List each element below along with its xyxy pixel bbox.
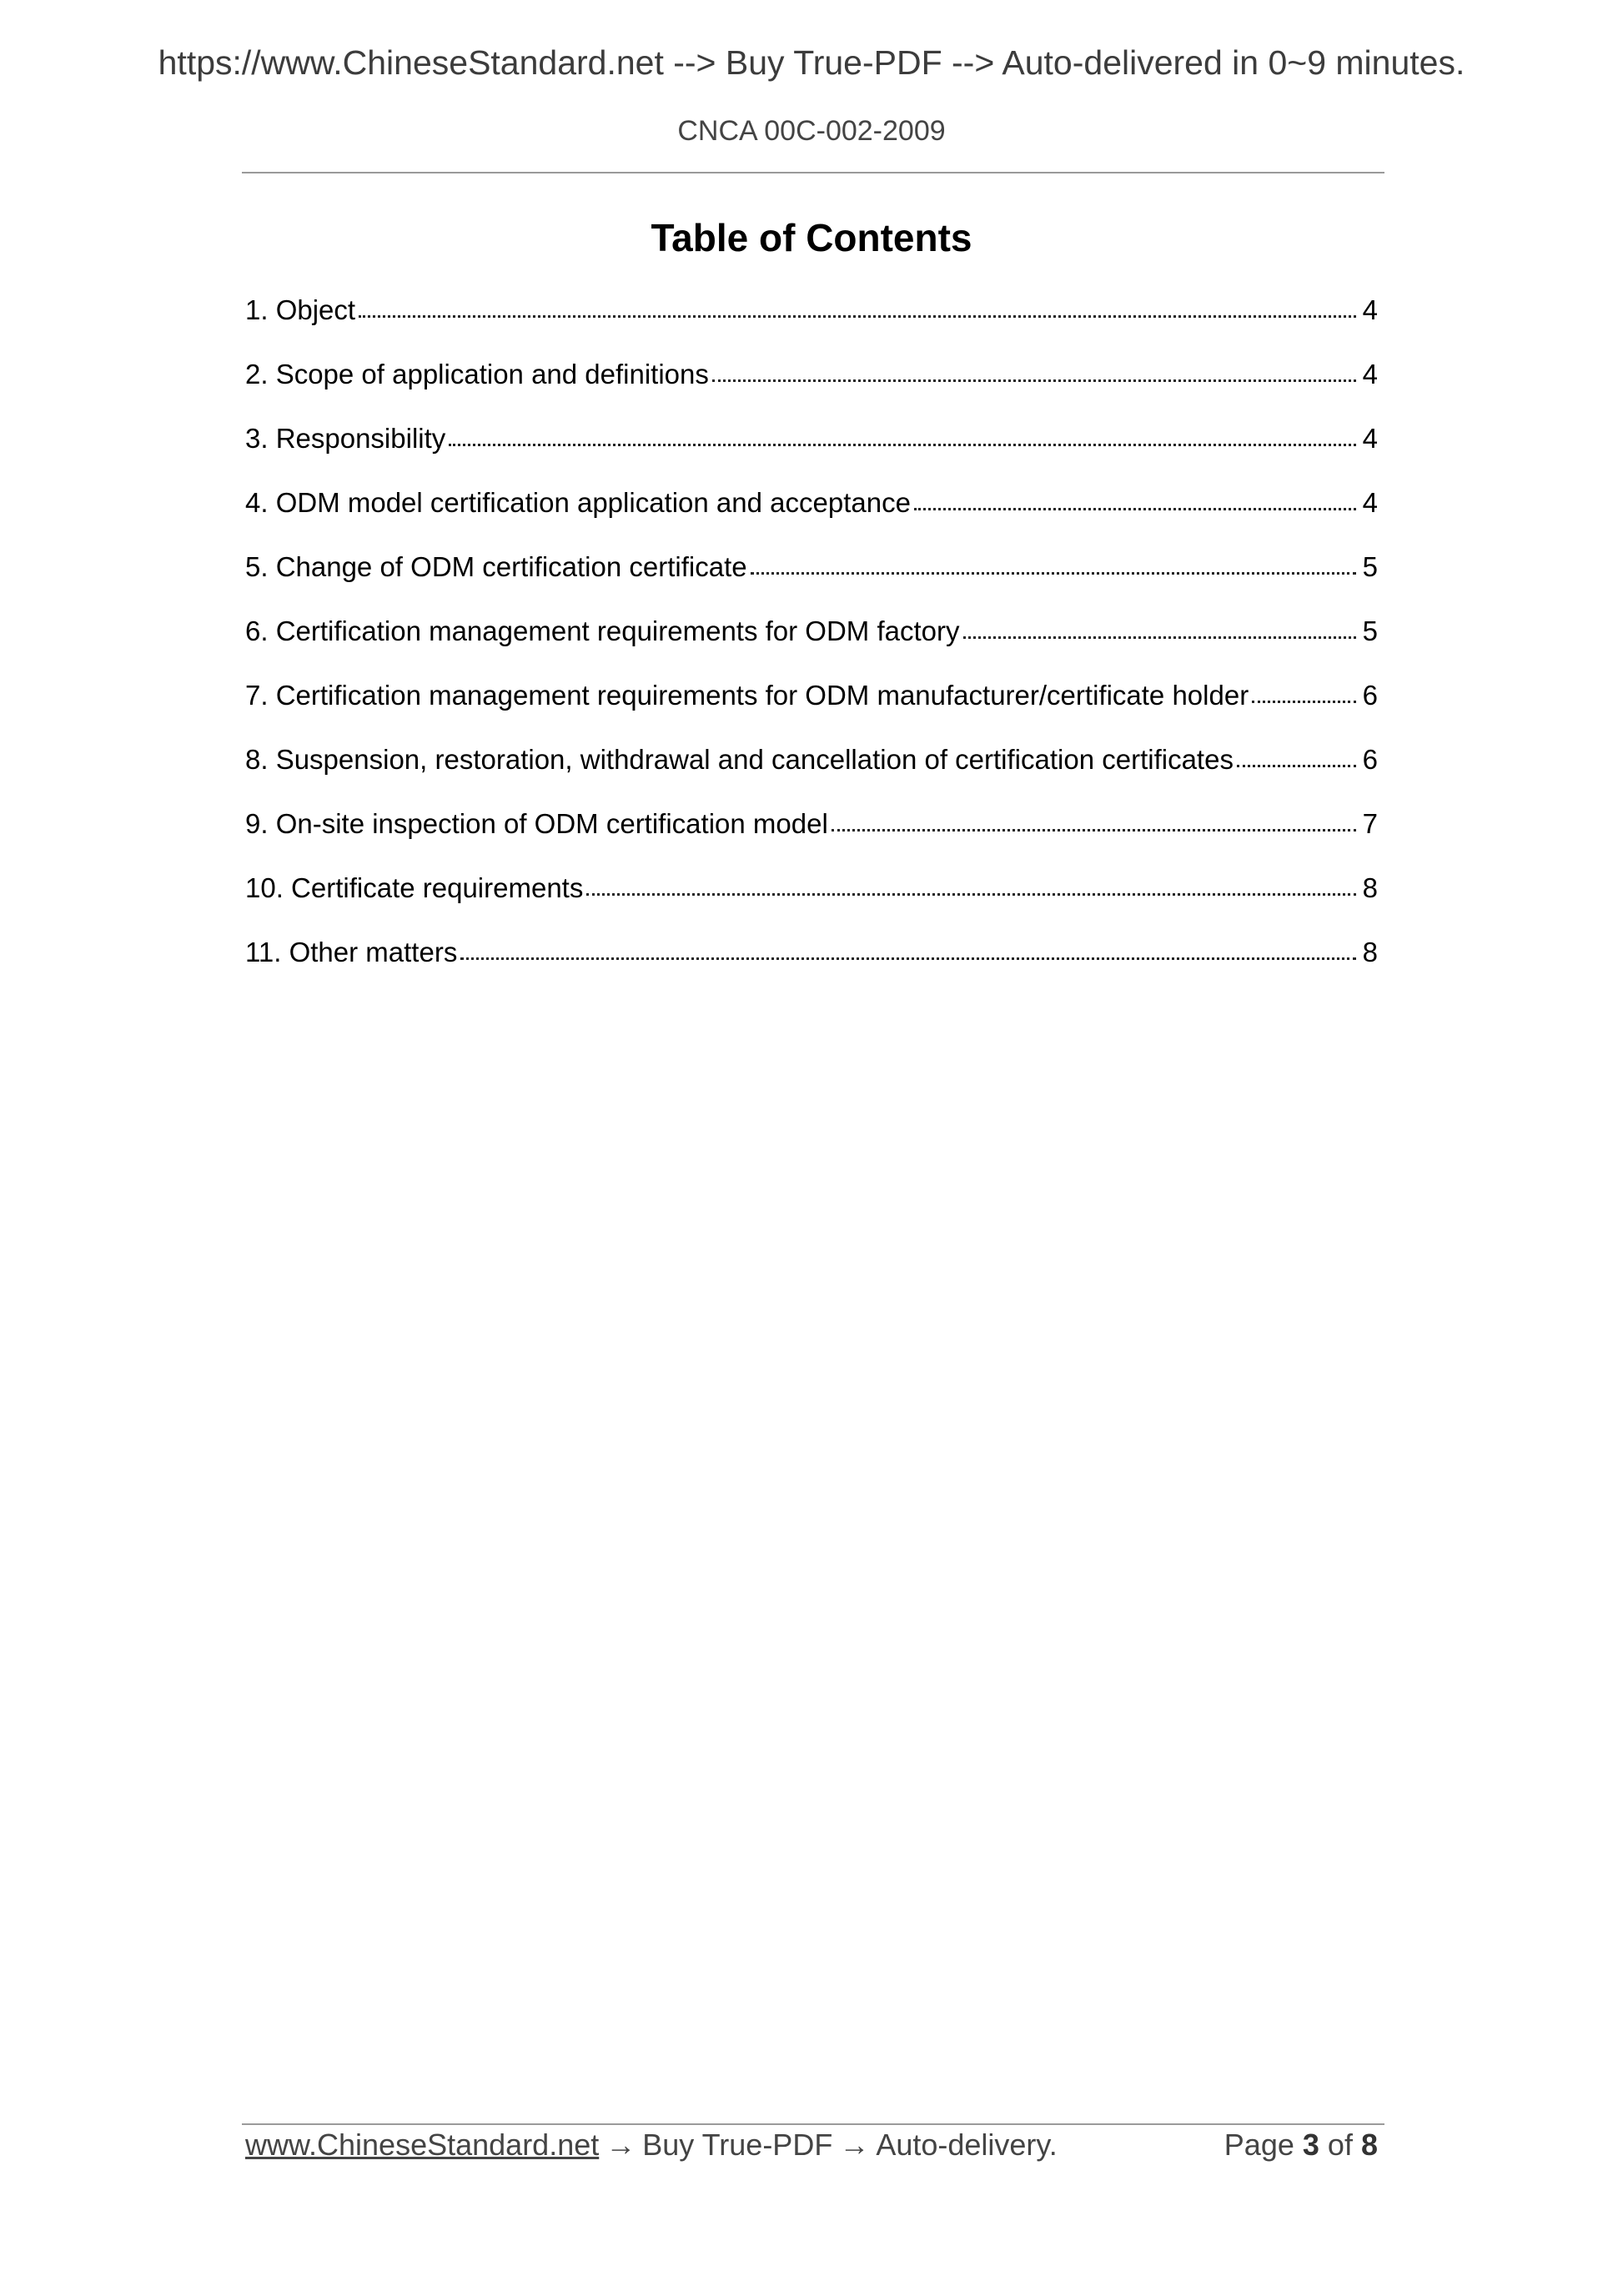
toc-leader-dots — [712, 379, 1356, 382]
right-arrow-icon: → — [605, 2128, 636, 2162]
toc-entry-label: 2. Scope of application and definitions — [245, 359, 709, 389]
toc-entry[interactable] — [245, 486, 1378, 550]
toc-leader-dots — [359, 314, 1356, 318]
toc-leader-dots — [1237, 764, 1356, 767]
toc-entry-page: 4 — [1362, 294, 1378, 325]
toc-entry[interactable] — [245, 294, 1378, 358]
toc-leader-dots — [1252, 700, 1355, 703]
toc-leader-dots — [963, 636, 1356, 639]
page-current: 3 — [1302, 2128, 1319, 2162]
toc-entry-page: 4 — [1362, 359, 1378, 389]
page-title: Table of Contents — [651, 216, 972, 259]
toc-leader-dots — [914, 507, 1356, 510]
footer-site-link[interactable]: www.ChineseStandard.net — [245, 2128, 600, 2162]
toc-leader-dots — [449, 443, 1355, 446]
toc-entry-label: 10. Certificate requirements — [245, 872, 584, 903]
toc-entry-page: 6 — [1362, 680, 1378, 711]
toc-entry[interactable] — [245, 807, 1378, 872]
of-word: of — [1327, 2128, 1353, 2162]
toc-entry-label: 6. Certification management requirements for ODM factory — [245, 615, 960, 646]
footer-divider — [242, 2123, 1384, 2125]
toc-entry-page: 8 — [1362, 937, 1378, 967]
toc-entry-label: 4. ODM model certification application and acceptance — [245, 487, 911, 518]
toc-leader-dots — [460, 957, 1355, 960]
toc-entry-page: 5 — [1362, 615, 1378, 646]
page-total: 8 — [1360, 2128, 1378, 2162]
footer-delivery-text: Auto-delivery. — [876, 2128, 1058, 2162]
toc-entry[interactable] — [245, 936, 1378, 1000]
toc-entry[interactable] — [245, 872, 1378, 936]
toc-entry-label: 8. Suspension, restoration, withdrawal and cancellation of certification certificates — [245, 744, 1234, 775]
toc-entry[interactable] — [245, 743, 1378, 807]
toc-leader-dots — [586, 892, 1355, 896]
toc-entry-page: 4 — [1362, 487, 1378, 518]
page-number — [1224, 2128, 1378, 2163]
footer-promo — [245, 2128, 1058, 2163]
toc-entry-label: 5. Change of ODM certification certificate — [245, 551, 747, 582]
toc-entry[interactable] — [245, 550, 1378, 615]
toc-entry-label: 1. Object — [245, 294, 356, 325]
top-banner: https://www.ChineseStandard.net --> Buy True-PDF --> Auto-delivered in 0~9 minutes. — [158, 43, 1465, 82]
page-word: Page — [1224, 2128, 1294, 2162]
toc-entry-label: 7. Certification management requirements for ODM manufacturer/certificate holder — [245, 680, 1249, 711]
toc-entry[interactable] — [245, 358, 1378, 422]
toc-entry-page: 4 — [1362, 423, 1378, 454]
right-arrow-icon: → — [839, 2128, 870, 2162]
header-divider — [242, 172, 1384, 173]
toc-entry-page: 8 — [1362, 872, 1378, 903]
toc-entry-label: 3. Responsibility — [245, 423, 446, 454]
toc-leader-dots — [751, 571, 1356, 575]
toc-entry-page: 6 — [1362, 744, 1378, 775]
toc-entry[interactable] — [245, 615, 1378, 679]
toc-entry[interactable] — [245, 422, 1378, 486]
toc-entry-label: 9. On-site inspection of ODM certification model — [245, 808, 828, 839]
toc-entry-page: 5 — [1362, 551, 1378, 582]
document-id: CNCA 00C-002-2009 — [677, 115, 946, 147]
toc-entry-label: 11. Other matters — [245, 937, 458, 967]
toc-entry[interactable] — [245, 679, 1378, 743]
table-of-contents — [245, 294, 1378, 1000]
toc-entry-page: 7 — [1362, 808, 1378, 839]
toc-leader-dots — [832, 828, 1356, 831]
footer-buy-text: Buy True-PDF — [642, 2128, 833, 2162]
